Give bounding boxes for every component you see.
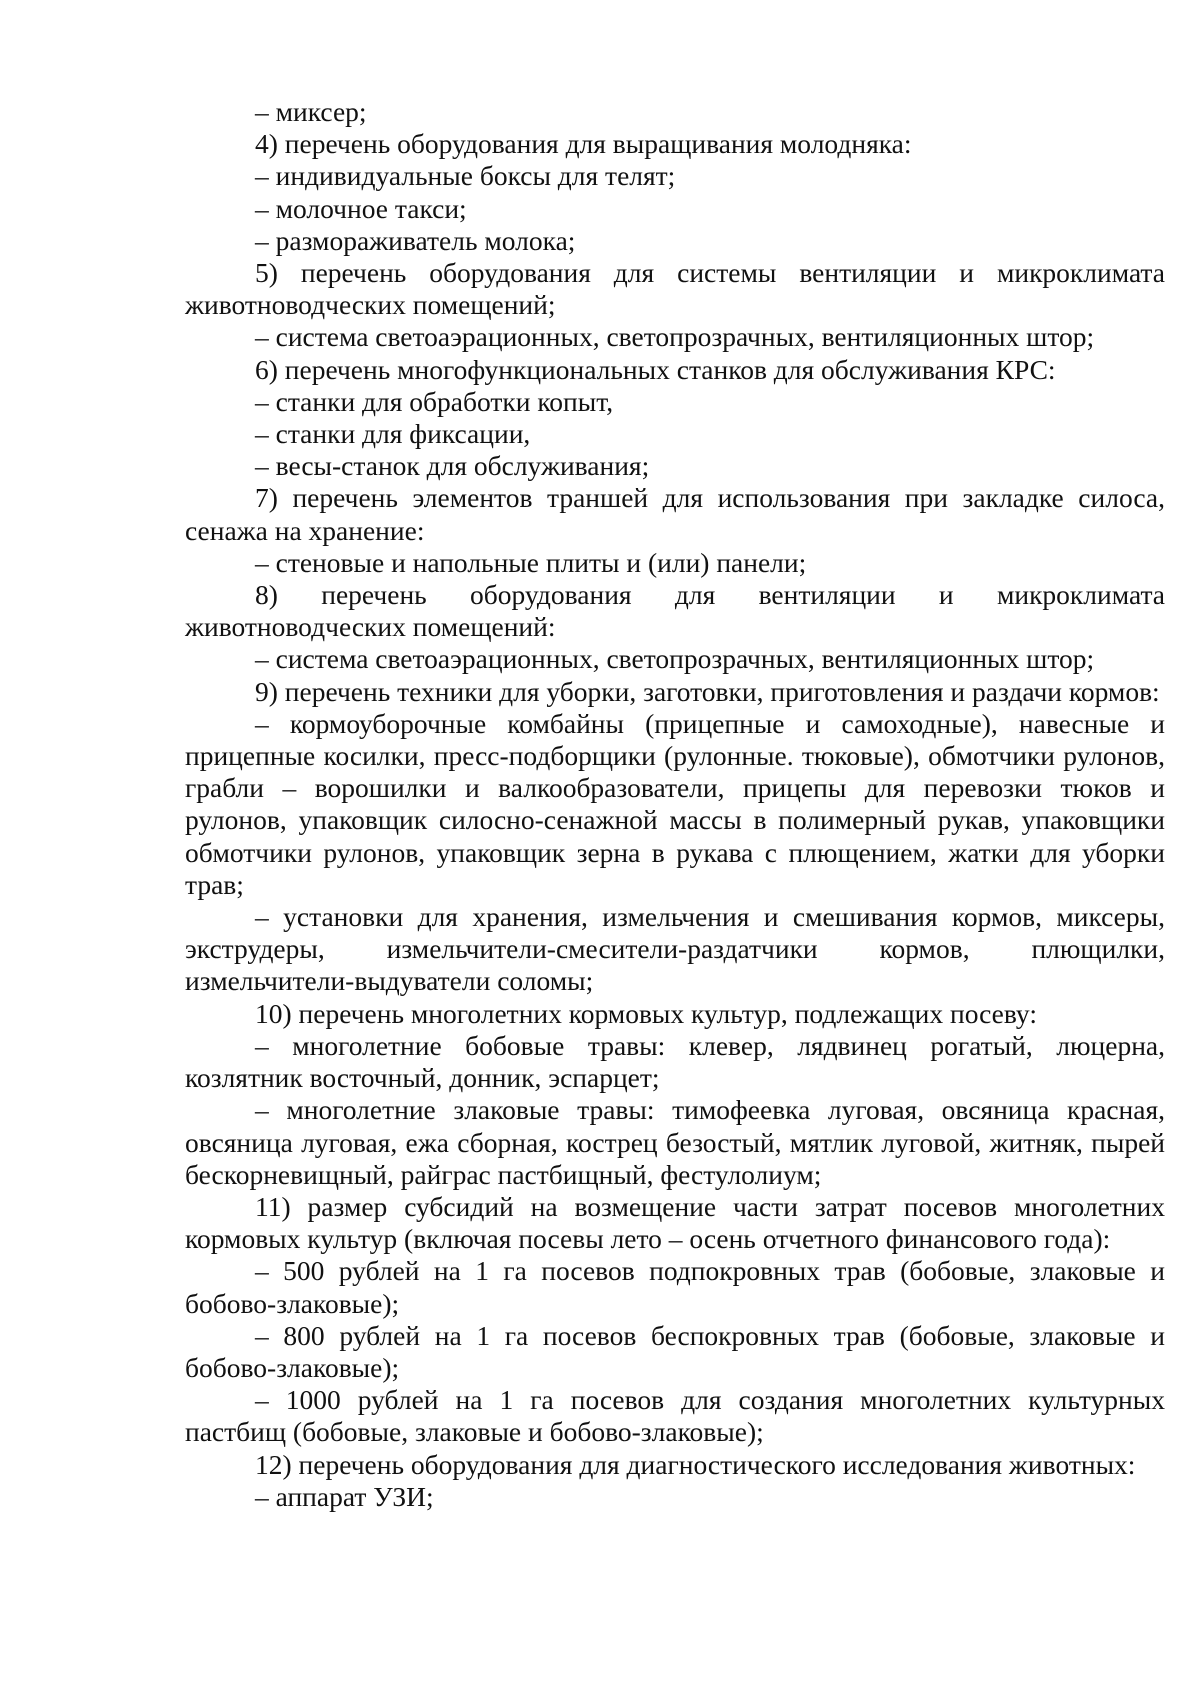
paragraph: – система светоаэрационных, светопрозрачных, вентиляционных штор; [255, 643, 1095, 675]
paragraph: – кормоуборочные комбайны (прицепные и самоходные), навесные и прицепные косилки, пресс-подборщики (рулонные. тюковые), обмотчики рулонов, грабли – ворошилки и валкообразователи, прицепы для перевозки тюков и рулонов, упаковщик силосно-сенажной массы в полимерный рукав, упаковщики обмотчики рулонов, упаковщик зерна в рукава с плющением, жатки для уборки трав; [185, 707, 1165, 900]
document-body [185, 96, 1165, 1513]
paragraph: 8) перечень оборудования для вентиляции и микроклимата животноводческих помещений: [185, 579, 1165, 643]
paragraph: – станки для обработки копыт, [255, 385, 614, 417]
paragraph: – 1000 рублей на 1 га посевов для создания многолетних культурных пастбищ (бобовые, злаковые и бобово-злаковые); [185, 1384, 1165, 1448]
paragraph: 5) перечень оборудования для системы вентиляции и микроклимата животноводческих помещений; [185, 257, 1165, 321]
paragraph: – аппарат УЗИ; [255, 1480, 434, 1512]
paragraph: – система светоаэрационных, светопрозрачных, вентиляционных штор; [255, 321, 1095, 353]
paragraph: – 500 рублей на 1 га посевов подпокровных трав (бобовые, злаковые и бобово-злаковые); [185, 1255, 1165, 1319]
paragraph: 4) перечень оборудования для выращивания молодняка: [255, 128, 912, 160]
paragraph: 12) перечень оборудования для диагностического исследования животных: [255, 1448, 1136, 1480]
paragraph: – весы-станок для обслуживания; [255, 450, 650, 482]
paragraph: – многолетние бобовые травы: клевер, лядвинец рогатый, люцерна, козлятник восточный, донник, эспарцет; [185, 1029, 1165, 1094]
paragraph: 6) перечень многофункциональных станков для обслуживания КРС: [255, 353, 1056, 385]
paragraph: – стеновые и напольные плиты и (или) панели; [255, 546, 807, 578]
paragraph: 11) размер субсидий на возмещение части затрат посевов многолетних кормовых культур (включая посевы лето – осень отчетного финансового года): [185, 1190, 1165, 1255]
paragraph: – 800 рублей на 1 га посевов беспокровных трав (бобовые, злаковые и бобово-злаковые); [185, 1319, 1165, 1383]
paragraph: 10) перечень многолетних кормовых культур, подлежащих посеву: [255, 997, 1037, 1029]
paragraph: 9) перечень техники для уборки, заготовки, приготовления и раздачи кормов: [255, 675, 1160, 707]
paragraph: – миксер; [255, 96, 367, 127]
paragraph: – многолетние злаковые травы: тимофеевка луговая, овсяница красная, овсяница луговая, ежа сборная, кострец безостый, мятлик луговой, житняк, пырей бескорневищный, райграс пастбищный, фестулолиум; [185, 1094, 1165, 1190]
paragraph: – установки для хранения, измельчения и смешивания кормов, миксеры, экструдеры, измельчители-смесители-раздатчики кормов, плющилки, измельчители-выдуватели соломы; [185, 901, 1165, 997]
paragraph: – индивидуальные боксы для телят; [255, 160, 676, 192]
paragraph: – станки для фиксации, [255, 418, 531, 450]
paragraph: 7) перечень элементов траншей для использования при закладке силоса, сенажа на хранение: [185, 482, 1165, 546]
paragraph: – молочное такси; [255, 192, 467, 224]
paragraph: – размораживатель молока; [255, 224, 576, 256]
